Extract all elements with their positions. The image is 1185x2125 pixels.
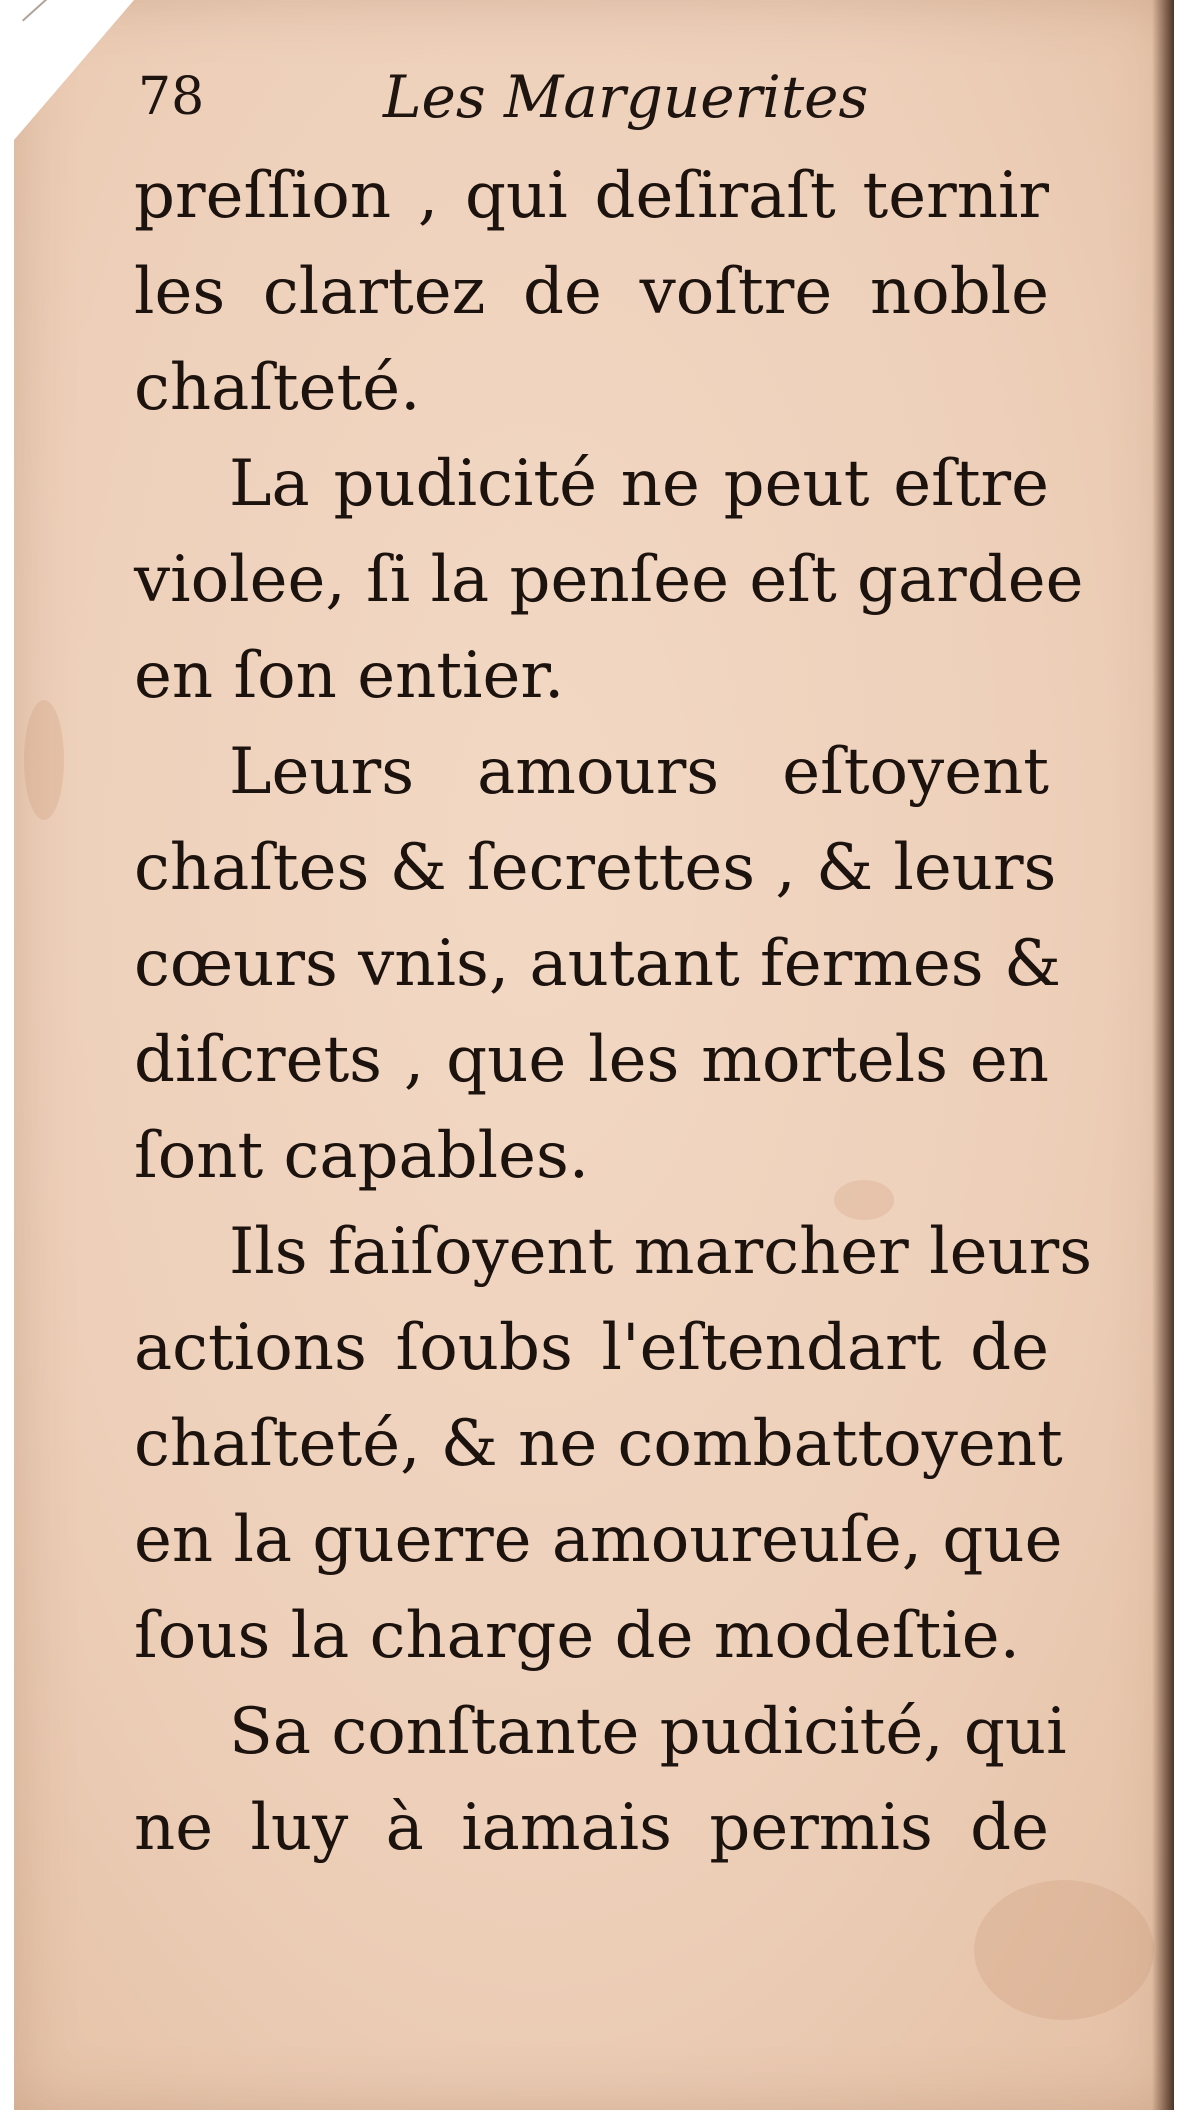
text-line: chaſteté, & ne combattoyent	[134, 1407, 1063, 1481]
text-line: Sa conſtante pudicité, qui	[229, 1695, 1067, 1769]
text-line: ſont capables.	[134, 1119, 590, 1193]
page-edge-shadow	[1152, 0, 1174, 2110]
folded-corner	[14, 0, 134, 140]
book-page	[14, 0, 1174, 2110]
text-line: violee, ſi la penſee eſt gardee	[134, 543, 1084, 617]
text-line: diſcrets , que les mortels en	[134, 1023, 1049, 1097]
text-line: actions ſoubs l'eſtendart de	[134, 1311, 1049, 1385]
text-line: chaſtes & ſecrettes , & leurs	[134, 831, 1057, 905]
text-line: ſous la charge de modeſtie.	[134, 1599, 1020, 1673]
text-line: Leurs amours eſtoyent	[229, 735, 1049, 809]
page-number: 78	[138, 67, 205, 127]
paper-stain	[974, 1880, 1154, 2020]
text-line: les clartez de voſtre noble	[134, 255, 1049, 329]
text-line: ne luy à iamais permis de	[134, 1791, 1049, 1865]
text-line: chaſteté.	[134, 351, 421, 425]
text-line: La pudicité ne peut eſtre	[229, 447, 1049, 521]
text-line: preſſion , qui deſiraſt ternir	[134, 159, 1049, 233]
text-line: en ſon entier.	[134, 639, 565, 713]
page-header	[138, 62, 1038, 142]
text-line: cœurs vnis, autant fermes &	[134, 927, 1061, 1001]
body-text	[134, 148, 1093, 1876]
text-line: Ils faiſoyent marcher leurs	[229, 1215, 1093, 1289]
paper-stain	[24, 700, 64, 820]
text-line: en la guerre amoureuſe, que	[134, 1503, 1063, 1577]
running-title: Les Marguerites	[383, 63, 869, 131]
